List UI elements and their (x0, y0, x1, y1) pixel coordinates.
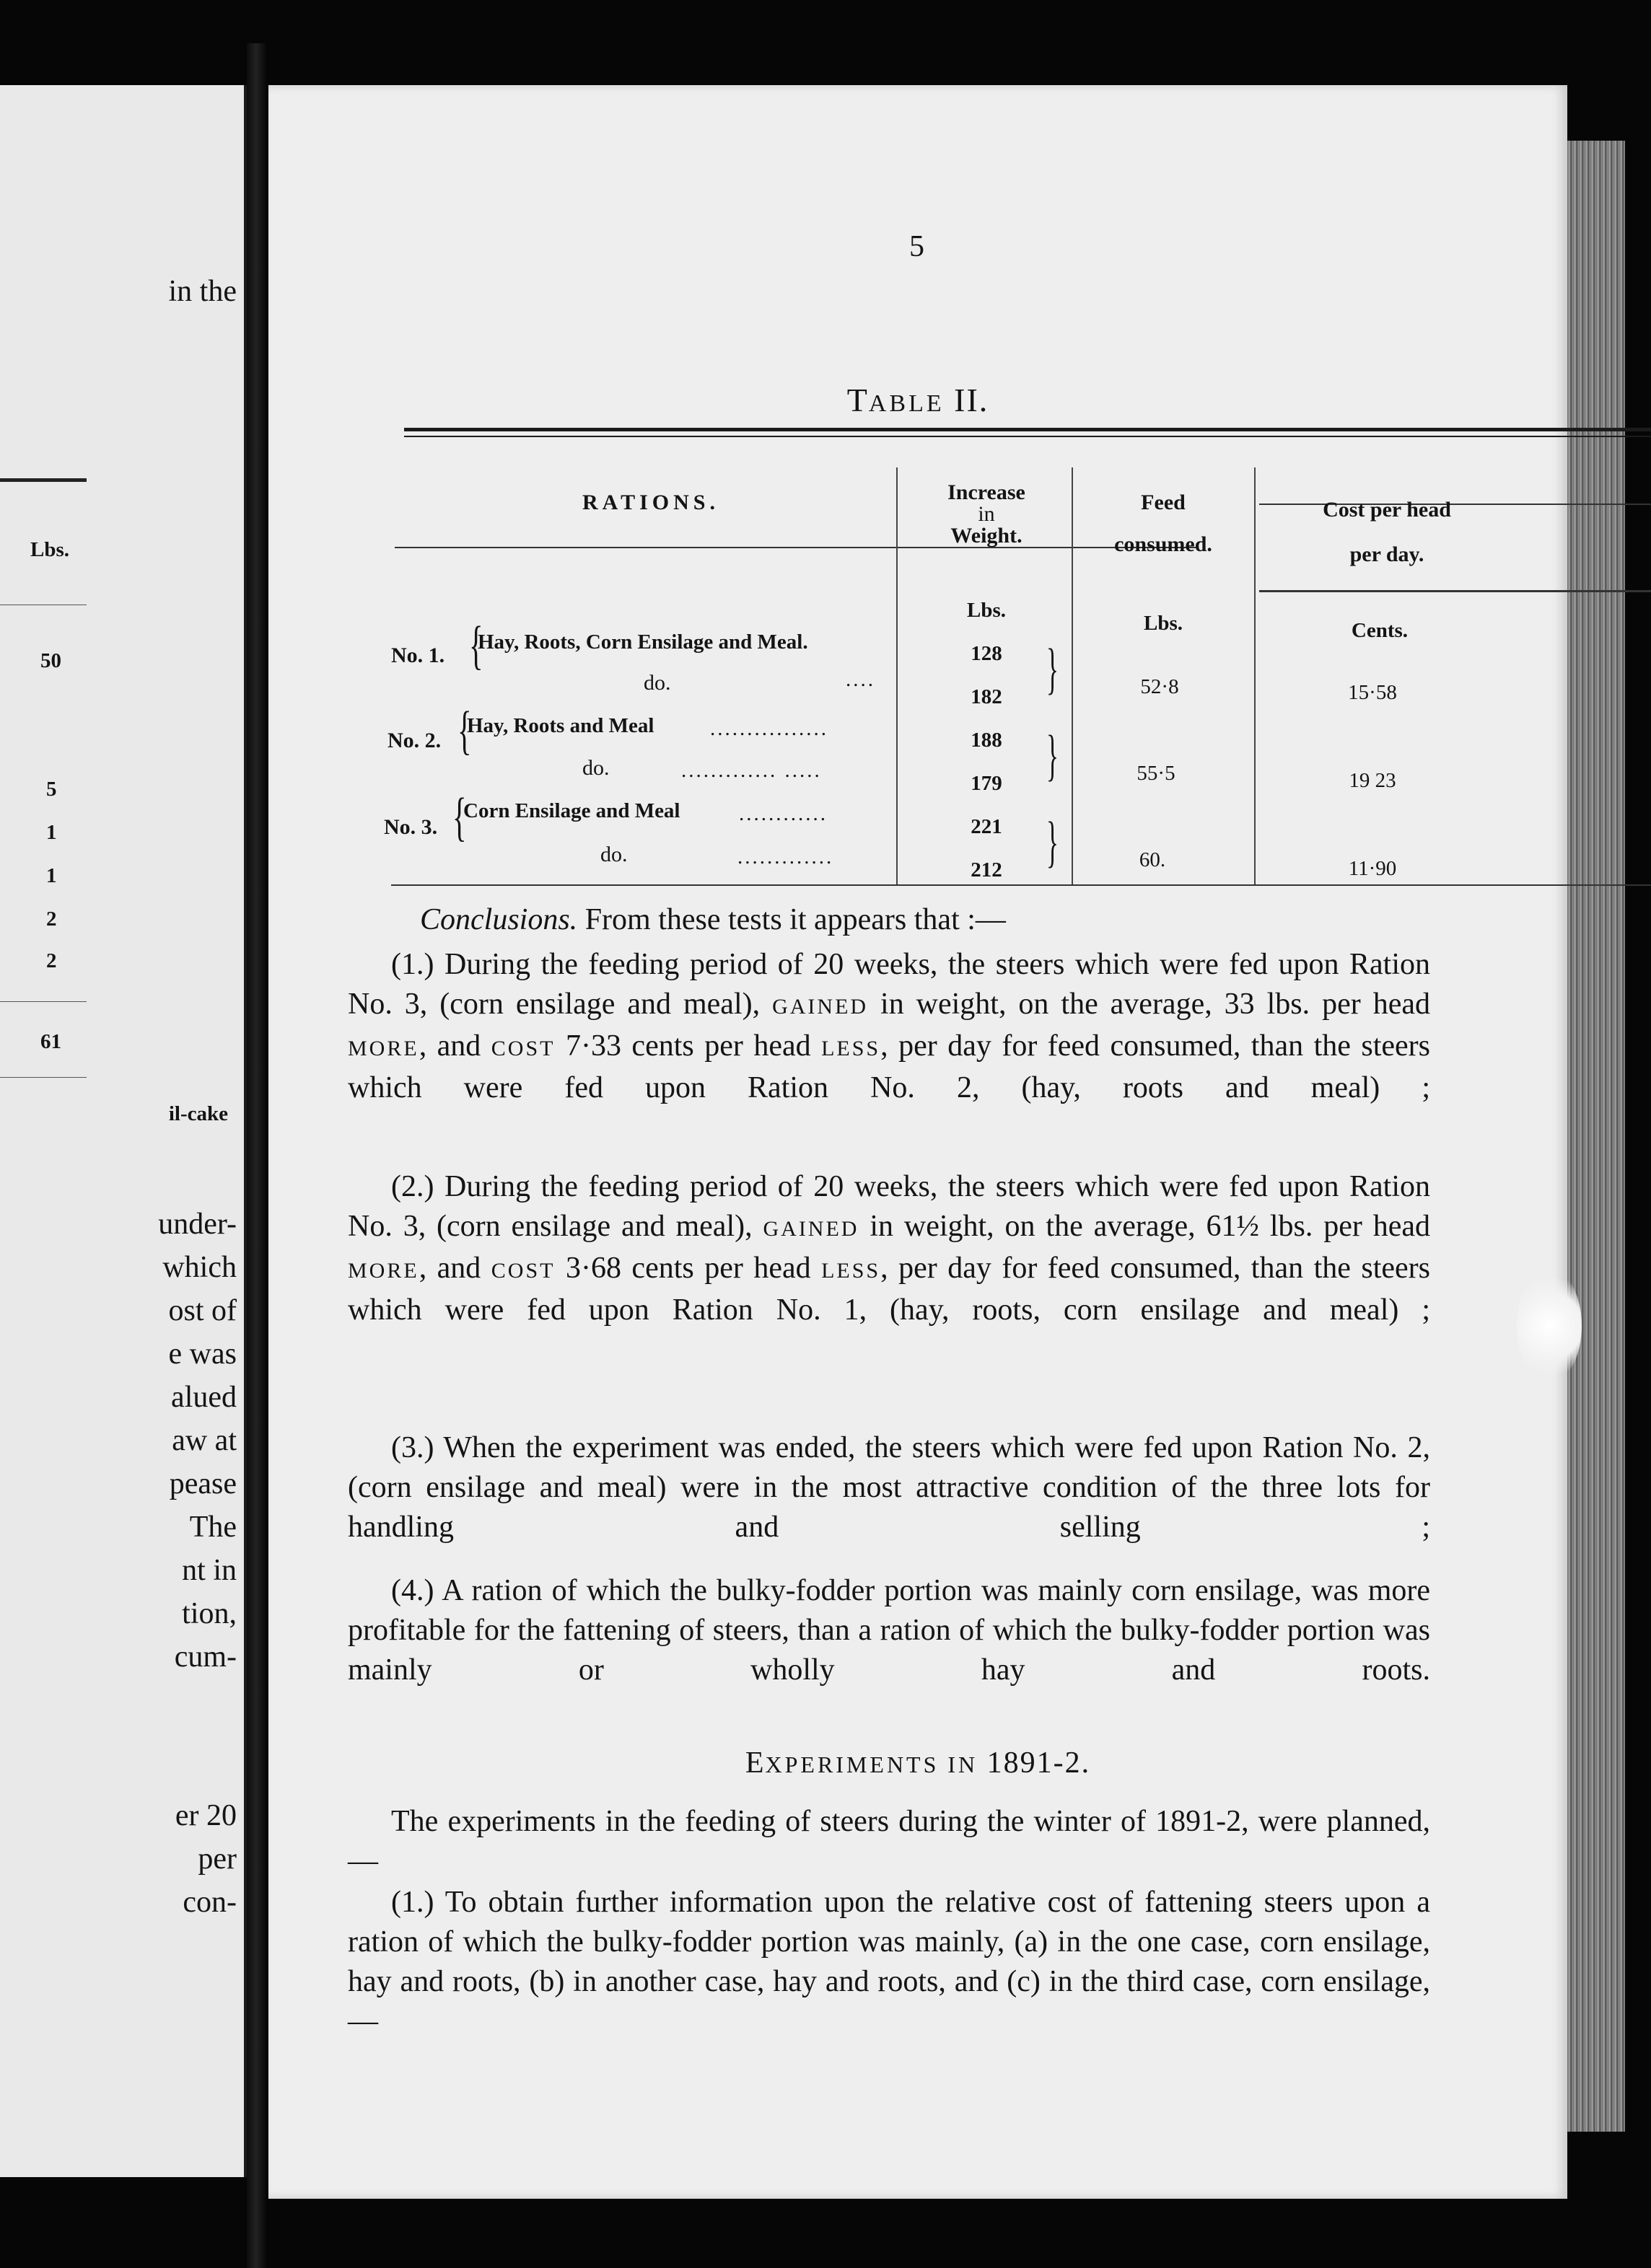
header-cost: Cost per head per day. (1323, 498, 1451, 566)
left-page-top-words: in the (168, 275, 237, 308)
increase-value: 221 (971, 815, 1002, 838)
left-page-value: 1 (46, 821, 57, 844)
table-top-rule (404, 428, 1651, 431)
brace: { (469, 616, 483, 675)
left-page-line: cum- (174, 1640, 237, 1674)
dot-leader: ................ (710, 717, 828, 740)
increase-value: 212 (971, 858, 1002, 882)
left-page-line: er 20 (175, 1799, 237, 1832)
experiments-paragraph-1: The experiments in the feeding of steers during the winter of 1891-2, were planned,— (348, 1805, 1430, 1878)
book-spine (247, 43, 266, 2268)
left-page-value: 5 (46, 778, 57, 801)
unit-increase: Lbs. (966, 599, 1006, 622)
header-rations: RATIONS. (582, 491, 719, 514)
conclusions-intro: Conclusions. From these tests it appears that :— (420, 903, 1006, 936)
left-page-line: con- (183, 1886, 237, 1919)
ration-number: No. 3. (384, 815, 438, 839)
brace: } (1046, 724, 1059, 786)
left-page-line: The (189, 1511, 237, 1544)
increase-value: 179 (971, 772, 1002, 795)
left-page-line: e was (168, 1337, 237, 1371)
feed-value: 55·5 (1137, 762, 1175, 785)
left-page-value: 50 (40, 649, 61, 672)
page-edges (1567, 141, 1625, 2132)
left-page-line: tion, (182, 1597, 237, 1630)
dot-leader: ............ (739, 802, 828, 825)
header-rule (395, 547, 1196, 548)
table-title: TABLE II. (846, 382, 989, 418)
left-page-line: which (162, 1251, 237, 1284)
header-feed: Feed consumed. (1114, 491, 1212, 556)
left-page-total: 61 (40, 1030, 61, 1053)
conclusion-paragraph-1: (1.) During the feeding period of 20 weeks, the steers which were fed upon Ration No. 3, (corn ensilage and meal), GAINED in weight, on the average, 33 lbs. per head MORE, and COST 7·33 cents per head LESS, per day for feed consumed, than the steers which were fed upon Ration No. 2, (hay, roots and meal) ; (348, 948, 1431, 1104)
left-page-line: under- (158, 1208, 237, 1241)
left-page-line: pease (169, 1467, 237, 1500)
column-rule (1254, 467, 1256, 884)
left-page-line: aw at (172, 1424, 237, 1457)
dot-leader: ............. (737, 845, 834, 869)
increase-value: 182 (971, 685, 1002, 708)
table-bottom-rule (391, 884, 1651, 886)
cost-value: 15·58 (1348, 681, 1397, 704)
left-page-line: per (198, 1842, 237, 1876)
brace: { (452, 788, 467, 847)
ration-ditto: do. (600, 843, 628, 866)
header-rule (1259, 590, 1651, 592)
page (268, 85, 1567, 2199)
ration-label: Corn Ensilage and Meal (463, 799, 680, 822)
brace: } (1046, 637, 1059, 700)
left-page-value: 2 (46, 907, 57, 931)
ration-ditto: do. (644, 671, 671, 695)
brace: } (1046, 810, 1059, 873)
dot-leader: .... (846, 668, 875, 691)
cost-value: 11·90 (1348, 857, 1397, 880)
feed-value: 60. (1139, 848, 1166, 871)
dot-leader: ............. ..... (681, 759, 822, 782)
brace: { (457, 701, 472, 760)
unit-cost: Cents. (1351, 619, 1409, 642)
ration-number: No. 1. (391, 643, 445, 667)
left-page-rule (0, 1077, 87, 1078)
column-rule (896, 467, 898, 884)
increase-value: 128 (971, 642, 1002, 665)
ration-label: Hay, Roots and Meal (467, 714, 654, 737)
left-page-value: 1 (46, 864, 57, 887)
paper-blemish (1517, 1268, 1582, 1384)
left-page-value: 2 (46, 949, 57, 972)
left-page-oil-cake: il-cake (168, 1102, 228, 1125)
column-rule (1072, 467, 1073, 884)
conclusion-paragraph-2: (2.) During the feeding period of 20 weeks, the steers which were fed upon Ration No. 3, (corn ensilage and meal), GAINED in weight, on the average, 61½ lbs. per head MORE, and COST 3·68 cents per head LESS, per day for feed consumed, than the steers which were fed upon Ration No. 1, (hay, roots, corn ensilage and meal) ; (348, 1170, 1431, 1327)
ration-label: Hay, Roots, Corn Ensilage and Meal. (478, 630, 808, 654)
experiments-heading: EXPERIMENTS IN 1891-2. (745, 1746, 1091, 1780)
feed-value: 52·8 (1140, 675, 1179, 698)
cost-value: 19 23 (1349, 769, 1396, 792)
page-number: 5 (909, 230, 924, 263)
left-page-lbs: Lbs. (30, 538, 70, 561)
increase-value: 188 (971, 729, 1002, 752)
left-page-line: alued (171, 1381, 237, 1414)
left-page-rule (0, 478, 87, 482)
unit-feed: Lbs. (1143, 612, 1183, 635)
left-page-line: ost of (168, 1294, 237, 1327)
header-increase: Increase in Weight. (947, 480, 1025, 548)
left-page-rule (0, 1001, 87, 1002)
conclusion-paragraph-4: (4.) A ration of which the bulky-fodder portion was mainly corn ensilage, was more profitable for the fattening of steers, than a ration of which the bulky-fodder portion was mainly or wholly hay and roots. (348, 1574, 1430, 1687)
previous-page (0, 85, 247, 2177)
table-top-rule (404, 436, 1651, 437)
left-page-line: nt in (182, 1554, 237, 1587)
conclusion-paragraph-3: (3.) When the experiment was ended, the steers which were fed upon Ration No. 2, (corn ensilage and meal) were in the most attractive condition of the three lots for handling and selling ; (348, 1431, 1430, 1544)
ration-number: No. 2. (387, 729, 442, 752)
ration-ditto: do. (582, 756, 610, 780)
experiments-paragraph-2: (1.) To obtain further information upon the relative cost of fattening steers upon a ration of which the bulky-fodder portion was mainly, (a) in the one case, corn ensilage, hay and roots, (b) in another case, hay and roots, and (c) in the third case, corn ensilage,— (348, 1886, 1430, 2038)
